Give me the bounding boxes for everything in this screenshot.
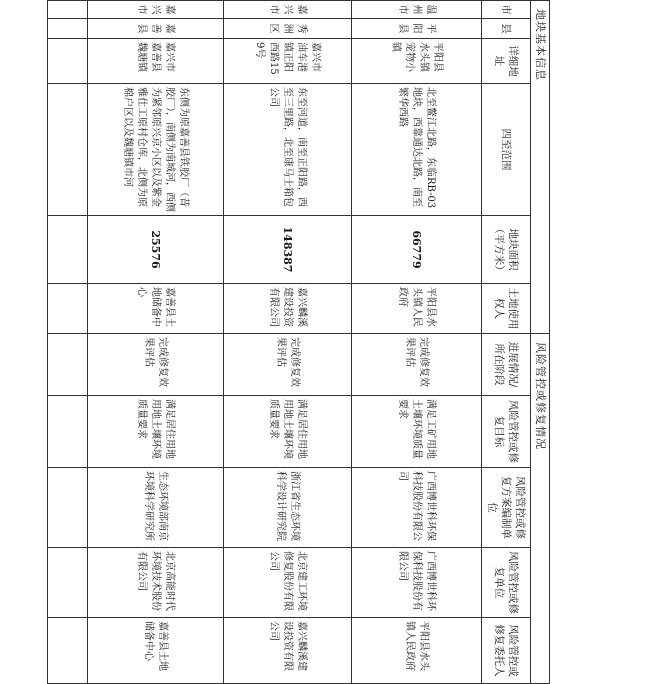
cell-empty: [48, 468, 88, 548]
cell-stage: 完成修复效果评估: [224, 334, 352, 396]
table-row: [224, 1, 352, 684]
cell-stage: 完成修复效果评估: [352, 334, 482, 396]
cell-empty: [48, 216, 88, 284]
cell-plan-unit: 生态环境部南京环境科学研究所: [88, 468, 224, 548]
group-header-row: [531, 1, 550, 684]
cell-county: 秀洲区: [224, 19, 352, 39]
cell-range: 东至河道，南至正阳路，西至三里路，北至康马士箱包公司: [224, 84, 352, 216]
cell-range: 北至鳌江北路，东临RB-03地块，西靠通达北路，南至繁华西路: [352, 84, 482, 216]
column-header-row: [482, 1, 531, 684]
cell-area: 25576: [88, 216, 224, 284]
cell-repair-unit: 广西博世科环保科技股份有限公司: [352, 548, 482, 618]
cell-target: 满足工矿用地土壤环境质量要求: [352, 396, 482, 468]
cell-city: 嘉兴市: [224, 1, 352, 19]
table-row: [352, 1, 482, 684]
cell-target: 满足居住用地用地土壤环境质量要求: [88, 396, 224, 468]
header-address: 详细地址: [482, 39, 531, 84]
cell-plan-unit: 浙江省生态环境科学设计研究院: [224, 468, 352, 548]
contaminated-site-table: [47, 0, 550, 684]
cell-empty: [48, 618, 88, 684]
cell-owner: 嘉兴麟溪建设投资有限公司: [224, 284, 352, 334]
header-plan-unit: 风险管控或修复方案编制单位: [482, 468, 531, 548]
cell-empty: [48, 1, 88, 19]
cell-empty: [48, 548, 88, 618]
cell-empty: [48, 19, 88, 39]
cell-owner: 嘉善县土地储备中心: [88, 284, 224, 334]
cell-empty: [48, 334, 88, 396]
header-client: 风险管控或修复委托人: [482, 618, 531, 684]
cell-empty: [48, 84, 88, 216]
table-row: [88, 1, 224, 684]
group-risk-control: 风险管控或修复情况: [531, 334, 550, 684]
cell-owner: 平阳县水头镇人民政府: [352, 284, 482, 334]
cell-city: 嘉兴市: [88, 1, 224, 19]
header-stage: 进展情况/所在阶段: [482, 334, 531, 396]
header-area: 地块面积（平方米）: [482, 216, 531, 284]
cell-city: 温州市: [352, 1, 482, 19]
cell-address: 平阳县水头镇宠物小镇: [352, 39, 482, 84]
header-repair-unit: 风险管控或修复单位: [482, 548, 531, 618]
cell-address: 嘉兴市油车港镇正阳西路159号: [224, 39, 352, 84]
cell-stage: 完成修复效果评估: [88, 334, 224, 396]
cell-empty: [48, 284, 88, 334]
cell-client: 嘉善县土地储备中心: [88, 618, 224, 684]
cell-plan-unit: 广西博世科环保科技股份有限公司: [352, 468, 482, 548]
cell-county: 平阳县: [352, 19, 482, 39]
cell-area: 148387: [224, 216, 352, 284]
cell-county: 嘉善县: [88, 19, 224, 39]
cell-target: 满足居住用地用地土壤环境质量要求: [224, 396, 352, 468]
cell-client: 平阳县水头镇人民政府: [352, 618, 482, 684]
cell-empty: [48, 39, 88, 84]
table-row-partial: [48, 1, 88, 684]
header-county: 县: [482, 19, 531, 39]
header-target: 风险管控或修复目标: [482, 396, 531, 468]
cell-area: 66779: [352, 216, 482, 284]
group-basic-info: 地块基本信息: [531, 1, 550, 334]
header-city: 市: [482, 1, 531, 19]
cell-range: 东侧为原嘉善县铁胶厂（昔胶厂），南侧为南城河，西侧为紧邻原兴京小区以及紫金雅仕工原村仓库，北侧为原棉户区以及魏塘镇市河: [88, 84, 224, 216]
cell-repair-unit: 北京建工环境修复股份有限公司: [224, 548, 352, 618]
header-range: 四至范围: [482, 84, 531, 216]
cell-repair-unit: 北京高能时代环境技术股份有限公司: [88, 548, 224, 618]
cell-address: 嘉兴市嘉善县魏塘镇: [88, 39, 224, 84]
cell-client: 嘉兴麟溪建设投资有限公司: [224, 618, 352, 684]
header-owner: 土地使用权人: [482, 284, 531, 334]
cell-empty: [48, 396, 88, 468]
